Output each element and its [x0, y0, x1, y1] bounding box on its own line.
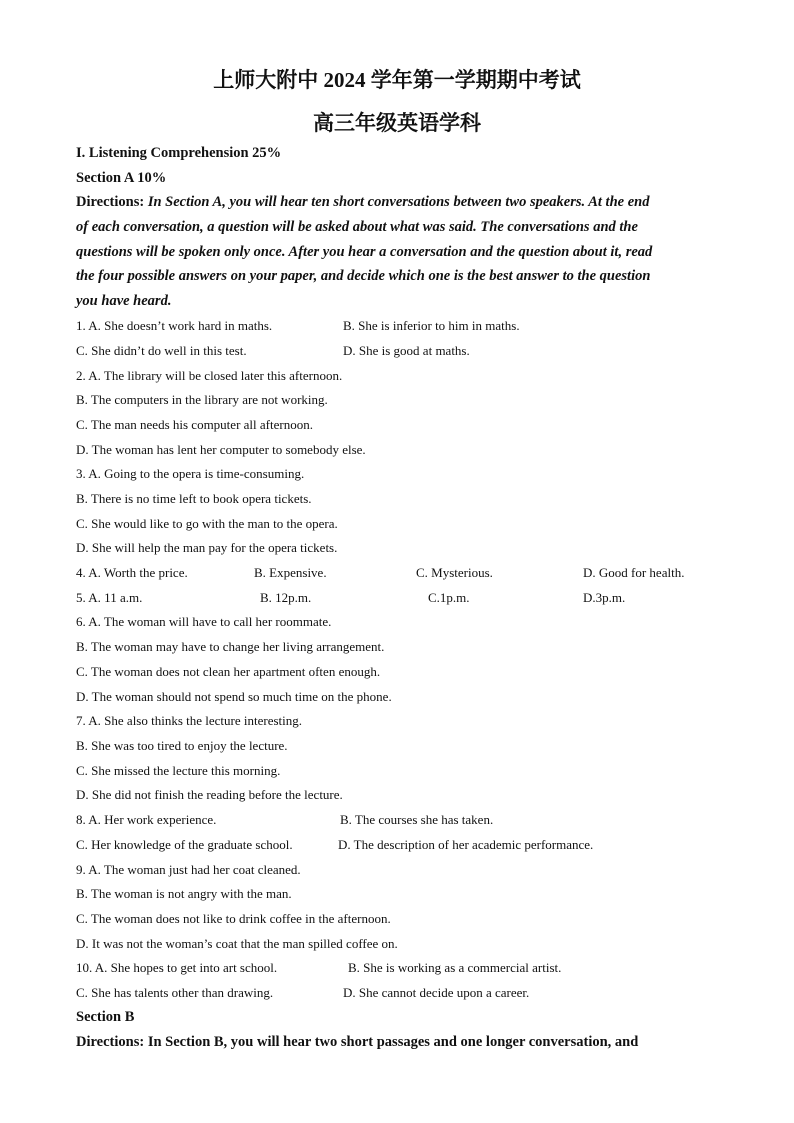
q3-option-a: 3. A. Going to the opera is time-consuming.: [76, 466, 305, 481]
q3-option-b: B. There is no time left to book opera tickets.: [76, 491, 312, 506]
q7-option-c: C. She missed the lecture this morning.: [76, 763, 281, 778]
part-heading: I. Listening Comprehension 25%: [76, 145, 282, 161]
q1-option-b: B. She is inferior to him in maths.: [343, 318, 520, 333]
q8-option-c: C. Her knowledge of the graduate school.: [76, 837, 293, 852]
q10-option-a: 10. A. She hopes to get into art school.: [76, 960, 278, 975]
directions-line-2: of each conversation, a question will be asked about what was said. The conversations and the: [76, 219, 638, 235]
page-subtitle: 高三年级英语学科: [313, 111, 481, 135]
section-b-heading: Section B: [76, 1009, 135, 1025]
q7-option-b: B. She was too tired to enjoy the lecture.: [76, 738, 288, 753]
q5-option-c: C.1p.m.: [428, 590, 470, 605]
q9-option-a: 9. A. The woman just had her coat cleaned.: [76, 862, 301, 877]
q9-option-c: C. The woman does not like to drink coffee in the afternoon.: [76, 911, 391, 926]
q6-option-a: 6. A. The woman will have to call her roommate.: [76, 614, 332, 629]
q4-option-b: B. Expensive.: [254, 565, 327, 580]
directions-line-1: [76, 194, 649, 210]
page-title: 上师大附中 2024 学年第一学期期中考试: [213, 68, 581, 92]
q7-option-a: 7. A. She also thinks the lecture interesting.: [76, 713, 303, 728]
q7-option-d: D. She did not finish the reading before the lecture.: [76, 787, 343, 802]
q1-option-a: 1. A. She doesn’t work hard in maths.: [76, 318, 273, 333]
q3-option-c: C. She would like to go with the man to the opera.: [76, 516, 338, 531]
q2-option-b: B. The computers in the library are not working.: [76, 392, 328, 407]
q3-option-d: D. She will help the man pay for the opera tickets.: [76, 540, 338, 555]
section-a-heading: Section A 10%: [76, 170, 167, 186]
q5-option-d: D.3p.m.: [583, 590, 626, 605]
q2-option-a: 2. A. The library will be closed later this afternoon.: [76, 368, 343, 383]
directions-label: Directions:: [76, 194, 145, 210]
q6-option-c: C. The woman does not clean her apartment often enough.: [76, 664, 381, 679]
q8-option-d: D. The description of her academic performance.: [338, 837, 594, 852]
q10-option-c: C. She has talents other than drawing.: [76, 985, 274, 1000]
q2-option-d: D. The woman has lent her computer to somebody else.: [76, 442, 366, 457]
q4-option-c: C. Mysterious.: [416, 565, 493, 580]
q10-option-d: D. She cannot decide upon a career.: [343, 985, 530, 1000]
q8-option-a: 8. A. Her work experience.: [76, 812, 217, 827]
q9-option-d: D. It was not the woman’s coat that the man spilled coffee on.: [76, 936, 398, 951]
q6-option-d: D. The woman should not spend so much time on the phone.: [76, 689, 392, 704]
directions-line-3: questions will be spoken only once. After you hear a conversation and the question about it, read: [76, 244, 653, 260]
q5-option-b: B. 12p.m.: [260, 590, 312, 605]
q1-option-c: C. She didn’t do well in this test.: [76, 343, 247, 358]
q4-option-d: D. Good for health.: [583, 565, 685, 580]
q9-option-b: B. The woman is not angry with the man.: [76, 886, 292, 901]
q8-option-b: B. The courses she has taken.: [340, 812, 494, 827]
q6-option-b: B. The woman may have to change her living arrangement.: [76, 639, 385, 654]
q1-option-d: D. She is good at maths.: [343, 343, 470, 358]
section-b-directions: Directions: In Section B, you will hear two short passages and one longer conversation, and: [76, 1034, 639, 1050]
directions-line-5: you have heard.: [76, 293, 172, 309]
directions-line-4: the four possible answers on your paper, and decide which one is the best answer to the question: [76, 268, 651, 284]
q4-option-a: 4. A. Worth the price.: [76, 565, 188, 580]
directions-text: In Section A, you will hear ten short conversations between two speakers. At the end: [144, 194, 650, 210]
q5-option-a: 5. A. 11 a.m.: [76, 590, 143, 605]
q2-option-c: C. The man needs his computer all afternoon.: [76, 417, 313, 432]
q10-option-b: B. She is working as a commercial artist.: [348, 960, 562, 975]
